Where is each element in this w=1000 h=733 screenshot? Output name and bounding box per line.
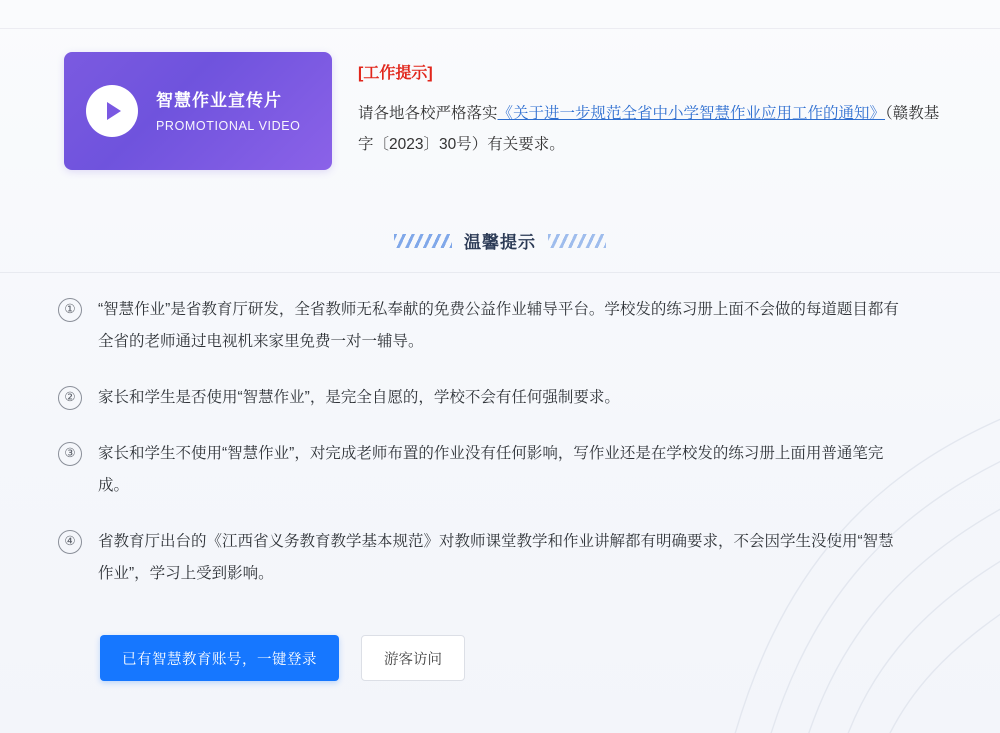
- warm-tips-title: 温馨提示: [464, 233, 536, 252]
- tip-text: 家长和学生是否使用“智慧作业”，是完全自愿的，学校不会有任何强制要求。: [98, 389, 620, 406]
- list-item: [58, 382, 948, 414]
- promotional-video-card[interactable]: [64, 52, 332, 170]
- notice-text-after: （赣教基字〔2023〕30号）有关要求。: [358, 105, 940, 153]
- list-item: [58, 438, 948, 502]
- notice-document-link[interactable]: 《关于进一步规范全省中小学智慧作业应用工作的通知》: [497, 105, 886, 122]
- tip-text: 家长和学生不使用“智慧作业”，对完成老师布置的作业没有任何影响，写作业还是在学校发的练习册上面用普通笔完成。: [98, 445, 884, 494]
- top-divider: [0, 28, 1000, 29]
- notice-title: [工作提示]: [358, 65, 433, 82]
- tip-number: ④: [58, 530, 82, 554]
- guest-access-button[interactable]: 游客访问: [361, 635, 465, 681]
- list-item: [58, 294, 948, 358]
- top-section: [64, 52, 940, 170]
- notice-text-before: 请各地各校严格落实: [358, 105, 498, 122]
- video-card-text: [156, 89, 300, 133]
- tip-number: ②: [58, 386, 82, 410]
- warm-tips-header: [0, 228, 1000, 253]
- video-card-subtitle: PROMOTIONAL VIDEO: [156, 119, 301, 133]
- tip-text: “智慧作业”是省教育厅研发，全省教师无私奉献的免费公益作业辅导平台。学校发的练习册上面不会做的每道题目都有全省的老师通过电视机来家里免费一对一辅导。: [98, 301, 899, 350]
- work-notice: [358, 52, 940, 160]
- hatch-right-icon: [548, 234, 606, 248]
- tip-text: 省教育厅出台的《江西省义务教育教学基本规范》对教师课堂教学和作业讲解都有明确要求，不会因学生没使用“智慧作业”，学习上受到影响。: [98, 533, 894, 582]
- notice-body: [358, 98, 940, 160]
- list-item: [58, 526, 948, 590]
- video-card-title: 智慧作业宣传片: [156, 91, 282, 110]
- login-with-account-button[interactable]: 已有智慧教育账号，一键登录: [100, 635, 339, 681]
- action-buttons: [100, 635, 465, 681]
- hatch-left-icon: [394, 234, 452, 248]
- play-icon[interactable]: [86, 85, 138, 137]
- tip-number: ③: [58, 442, 82, 466]
- section-divider: [0, 272, 1000, 273]
- tips-list: [58, 294, 948, 614]
- tip-number: ①: [58, 298, 82, 322]
